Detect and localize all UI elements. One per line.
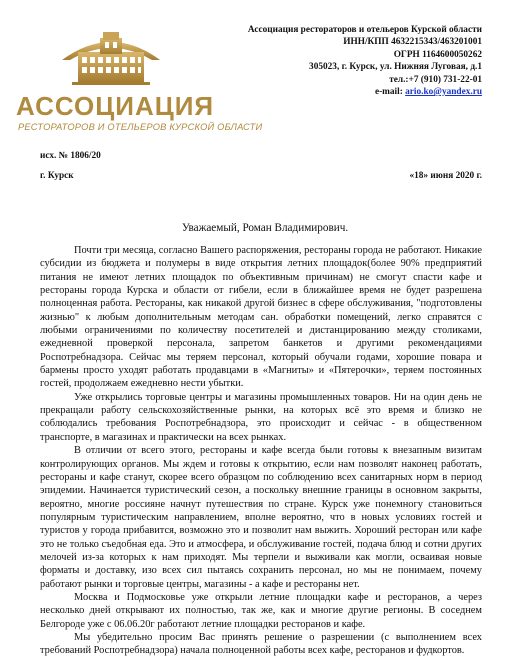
org-inn: ИНН/КПП 4632215343/463201001 xyxy=(343,37,482,48)
email-link[interactable]: ario.ko@yandex.ru xyxy=(405,87,482,98)
org-email-line xyxy=(222,86,482,98)
paragraph: Почти три месяца, согласно Вашего распоряжения, рестораны города не работают. Никакие субсидии из бюджета и полумеры в виде открытия летних площадок(более 90% предприятий питания не имеют летних площадок по объективным причинам) не смогут спасти кафе и рестораны города Курска и области от гибели, если в ближайшее время не будет разрешена полноценная работа. Рестораны, как никакой другой бизнес в сфере обслуживания, "подготовлены жизнью" к любым дополнительным методам сан. обработки помещений, легко справятся с любыми ограничениями по количеству посетителей и дистанцированию между столиками, ежедневной проверкой персонала, запретом банкетов и другими рекомендациями Роспотребнадзора. Сейчас мы теряем персонал, который обучали годами, хорошие повара и бармены просто уходят работать продавцами в «Магниты» и «Пятерочки», теряем постоянных гостей, продолжаем ежедневно нести убытки. xyxy=(40,245,482,390)
reference-number: исх. № 1806/20 xyxy=(40,151,101,161)
org-ogrn: ОГРН 1164600050262 xyxy=(393,49,482,60)
org-address: 305023, г. Курск, ул. Нижняя Луговая, д.1 xyxy=(309,62,482,73)
org-phone: тел.:+7 (910) 731-22-01 xyxy=(389,74,482,85)
logo-subtitle: РЕСТОРАТОРОВ И ОТЕЛЬЕРОВ КУРСКОЙ ОБЛАСТИ xyxy=(18,122,263,132)
paragraph: Мы убедительно просим Вас принять решение о разрешении (с выполнением всех требований Роспотребнадзора) начала полноценной работы всех кафе, ресторанов и фудкортов. xyxy=(40,631,482,657)
city: г. Курск xyxy=(40,171,74,181)
org-details xyxy=(222,24,482,98)
paragraph: В отличии от всего этого, рестораны и кафе всегда были готовы к внезапным визитам контролирующих органов. Мы ждем и готовы к открытию, если нам позволят наконец работать, рестораны и кафе станут, скорее всего образцом по соблюдению всех санитарных норм в период эпидемии. Начинается туристический сезон, а поскольку внешние границы в основном закрыты, вероятно, многие россияне начнут путешествия по стране. Курск уже понемногу становиться популярным туристическим направлением, вполне вероятно, что в новых условиях гостей и туристов у города прибавится, возможно это и позволит нам выжить. Хороший ресторан или кафе это не только съедобная еда. Это и атмосфера, и обслуживание гостей, подача блюд и сотни других мелочей из-за которых к нам приходят. Мы терпели и выживали как могли, осваивая новые форматы и доставку, изо всех сил пытаясь сохранить персонал, но мы не понимаем, почему работают рынки и торговые центры, магазины - а кафе и рестораны нет. xyxy=(40,445,482,590)
email-label: e-mail: xyxy=(374,87,403,98)
org-name: Ассоциация рестораторов и отельеров Курской области xyxy=(247,25,482,35)
association-logo xyxy=(16,30,263,140)
greeting: Уважаемый, Роман Владимирович. xyxy=(181,222,349,234)
logo-wordmark: АССОЦИАЦИЯ xyxy=(16,91,215,121)
letter-body xyxy=(40,244,482,658)
building-emblem-icon xyxy=(56,30,166,88)
letter-date: «18» июня 2020 г. xyxy=(409,171,482,181)
paragraph: Москва и Подмосковье уже открыли летние площадки кафе и ресторанов, а через несколько дней открывают их полностью, так же, как и многие другие регионы. В соседнем Белгороде уже с 06.06.20г работают летние площадки ресторанов и кафе. xyxy=(40,591,482,630)
paragraph: Уже открылись торговые центры и магазины промышленных товаров. Ни на один день не прекращали работу сельскохозяйственные рынки, на которых всё это время и близко не соблюдались требования Роспотребнадзора, это происходит и сейчас - в общественном транспорте, в магазинах и практически на всех рынках. xyxy=(40,391,482,443)
